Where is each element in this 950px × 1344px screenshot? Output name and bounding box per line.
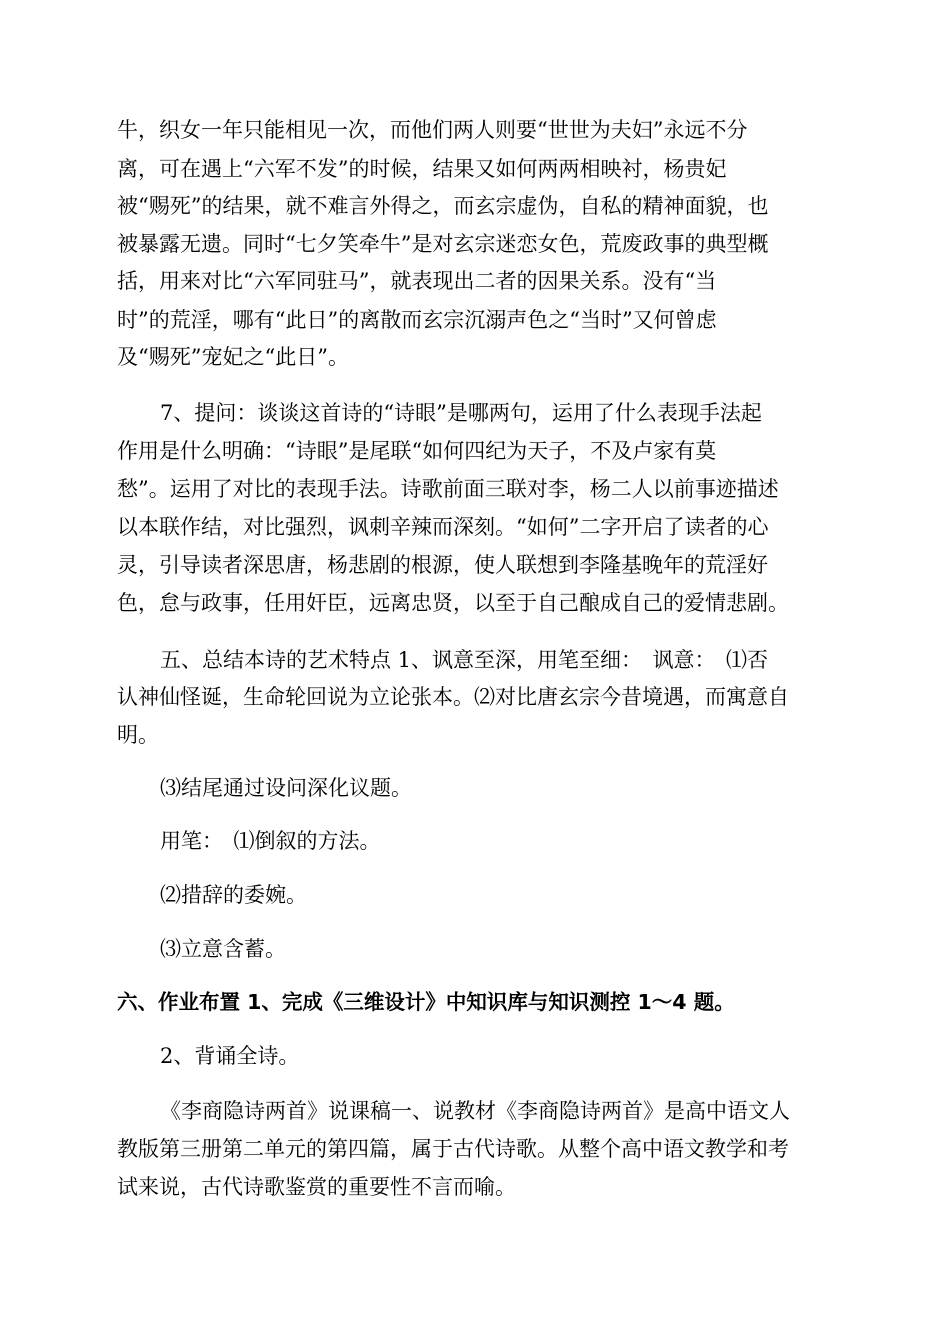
paragraph-line: 被暴露无遗。同时“七夕笑牵牛”是对玄宗迷恋女色，荒废政事的典型概 [117, 232, 769, 256]
paragraph-line: 作用是什么明确：“诗眼”是尾联“如何四纪为天子，不及卢家有莫 [117, 439, 717, 463]
paragraph-line: ⑶立意含蓄。 [160, 937, 286, 961]
paragraph-line: 试来说，古代诗歌鉴赏的重要性不言而喻。 [117, 1175, 516, 1199]
paragraph-line: ⑶结尾通过设问深化议题。 [160, 776, 412, 800]
paragraph-line: 2、背诵全诗。 [160, 1044, 300, 1068]
paragraph-line: ⑵措辞的委婉。 [160, 883, 307, 907]
paragraph-line: 括，用来对比“六军同驻马”，就表现出二者的因果关系。没有“当 [117, 269, 717, 293]
paragraph-line: 灵，引导读者深思唐，杨悲剧的根源，使人联想到李隆基晚年的荒淫好 [117, 553, 768, 577]
paragraph-line: 7、提问：谈谈这首诗的“诗眼”是哪两句，运用了什么表现手法起 [160, 401, 762, 425]
paragraph-line: 明。 [117, 723, 159, 747]
paragraph-line: 认神仙怪诞，生命轮回说为立论张本。⑵对比唐玄宗今昔境遇，而寓意自 [117, 685, 789, 709]
paragraph-line: 牛，织女一年只能相见一次，而他们两人则要“世世为夫妇”永远不分 [117, 118, 748, 142]
paragraph-line: 离，可在遇上“六军不发”的时候，结果又如何两两相映衬，杨贵妃 [117, 157, 727, 181]
section-heading: 六、作业布置 1、完成《三维设计》中知识库与知识测控 1～4 题。 [117, 990, 735, 1014]
paragraph-line: 色，怠与政事，任用奸臣，远离忠贤，以至于自己酿成自己的爱情悲剧。 [117, 591, 789, 615]
paragraph-line: 及“赐死”宠妃之“此日”。 [117, 345, 349, 369]
paragraph-line: 五、总结本诗的艺术特点 1、讽意至深，用笔至细： 讽意： ⑴否 [160, 648, 769, 672]
paragraph-line: 以本联作结，对比强烈，讽刺辛辣而深刻。“如何”二字开启了读者的心 [117, 515, 769, 539]
paragraph-line: 被“赐死”的结果，就不难言外得之，而玄宗虚伪，自私的精神面貌，也 [117, 194, 769, 218]
paragraph-line: 教版第三册第二单元的第四篇，属于古代诗歌。从整个高中语文教学和考 [117, 1137, 789, 1161]
paragraph-line: 愁”。运用了对比的表现手法。诗歌前面三联对李，杨二人以前事迹描述 [117, 477, 779, 501]
paragraph-line: 用笔： ⑴倒叙的方法。 [160, 829, 381, 853]
paragraph-line: 《李商隐诗两首》说课稿一、说教材《李商隐诗两首》是高中语文人 [160, 1099, 790, 1123]
paragraph-line: 时”的荒淫，哪有“此日”的离散而玄宗沉溺声色之“当时”又何曾虑 [117, 308, 717, 332]
